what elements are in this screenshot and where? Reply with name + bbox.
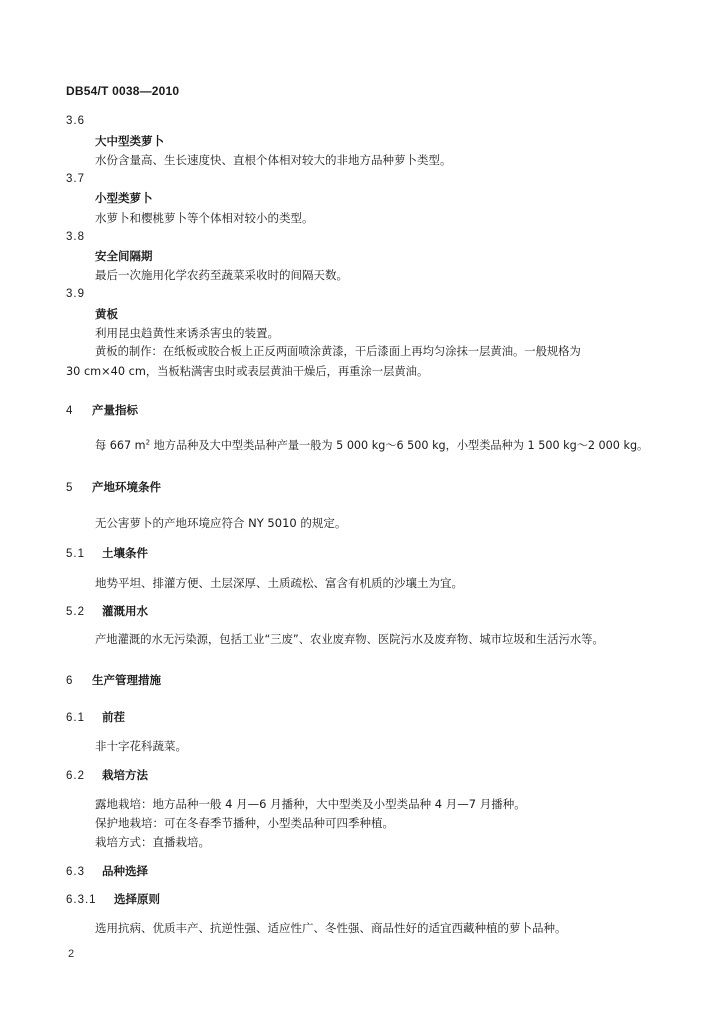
document-code: DB54/T 0038—2010 (66, 84, 180, 98)
yield-superscript: 2 (145, 438, 151, 447)
clause-number: 3.9 (66, 288, 85, 300)
section-number: 6 (66, 675, 74, 687)
page-number: 2 (68, 948, 75, 960)
section-heading (66, 546, 148, 561)
section-heading (66, 673, 161, 688)
section-title: 栽培方法 (102, 768, 148, 782)
section-title: 生产管理措施 (92, 673, 161, 687)
clause-term: 黄板 (95, 307, 118, 321)
section-paragraph: 非十字花科蔬菜。 (95, 739, 187, 753)
section-paragraph (95, 439, 648, 453)
clause-note-continued: 30 cm×40 cm，当板粘满害虫时或表层黄油干燥后，再重涂一层黄油。 (66, 365, 429, 378)
section-paragraph: 选用抗病、优质丰产、抗逆性强、适应性广、冬性强、商品性好的适宜西藏种植的萝卜品种。 (95, 921, 567, 935)
section-number: 5.1 (66, 548, 85, 560)
clause-definition: 水份含量高、生长速度快、直根个体相对较大的非地方品种萝卜类型。 (95, 153, 452, 167)
section-paragraph-line: 栽培方式：直播栽培。 (95, 835, 210, 849)
section-title: 产地环境条件 (92, 480, 161, 494)
section-number: 6.1 (66, 712, 85, 724)
section-title: 产量指标 (92, 403, 138, 417)
clause-number: 3.6 (66, 115, 85, 127)
section-number: 5 (66, 482, 74, 494)
clause-note: 黄板的制作：在纸板或胶合板上正反两面喷涂黄漆，干后漆面上再均匀涂抹一层黄油。一般规格为 (95, 345, 581, 358)
section-paragraph: 地势平坦、排灌方便、土层深厚、土质疏松、富含有机质的沙壤土为宜。 (95, 576, 463, 590)
section-heading (66, 892, 160, 907)
clause-definition: 水萝卜和樱桃萝卜等个体相对较小的类型。 (95, 211, 314, 225)
clause-term: 安全间隔期 (95, 249, 153, 263)
clause-term: 小型类萝卜 (95, 191, 153, 205)
clause-term: 大中型类萝卜 (95, 134, 164, 148)
section-title: 选择原则 (114, 892, 160, 906)
clause-number: 3.8 (66, 231, 85, 243)
section-number: 6.3.1 (66, 894, 97, 906)
section-title: 前茬 (102, 710, 125, 724)
section-number: 5.2 (66, 606, 85, 618)
section-heading (66, 604, 148, 619)
section-heading (66, 768, 148, 783)
section-number: 6.3 (66, 866, 85, 878)
yield-text-a: 每 667 m (95, 439, 146, 452)
clause-number: 3.7 (66, 173, 85, 185)
section-heading (66, 403, 138, 418)
section-heading (66, 480, 161, 495)
section-heading (66, 864, 148, 879)
section-paragraph-line: 保护地栽培：可在冬春季节播种，小型类品种可四季种植。 (95, 816, 394, 830)
section-heading (66, 710, 125, 725)
section-paragraph: 产地灌溉的水无污染源，包括工业“三废”、农业废弃物、医院污水及废弃物、城市垃圾和生活污水等。 (95, 633, 604, 646)
section-number: 4 (66, 405, 74, 417)
clause-definition: 利用昆虫趋黄性来诱杀害虫的装置。 (95, 326, 279, 340)
section-paragraph-line: 露地栽培：地方品种一般 4 月—6 月播种，大中型类及小型类品种 4 月—7 月播种。 (95, 797, 526, 811)
section-paragraph: 无公害萝卜的产地环境应符合 NY 5010 的规定。 (95, 516, 347, 530)
clause-definition: 最后一次施用化学农药至蔬菜采收时的间隔天数。 (95, 268, 348, 282)
section-number: 6.2 (66, 770, 85, 782)
section-title: 灌溉用水 (102, 604, 148, 618)
section-title: 土壤条件 (102, 546, 148, 560)
yield-text-b: 地方品种及大中型类品种产量一般为 5 000 kg～6 500 kg，小型类品种为 1 500 kg～2 000 kg。 (150, 439, 649, 452)
section-title: 品种选择 (102, 864, 148, 878)
